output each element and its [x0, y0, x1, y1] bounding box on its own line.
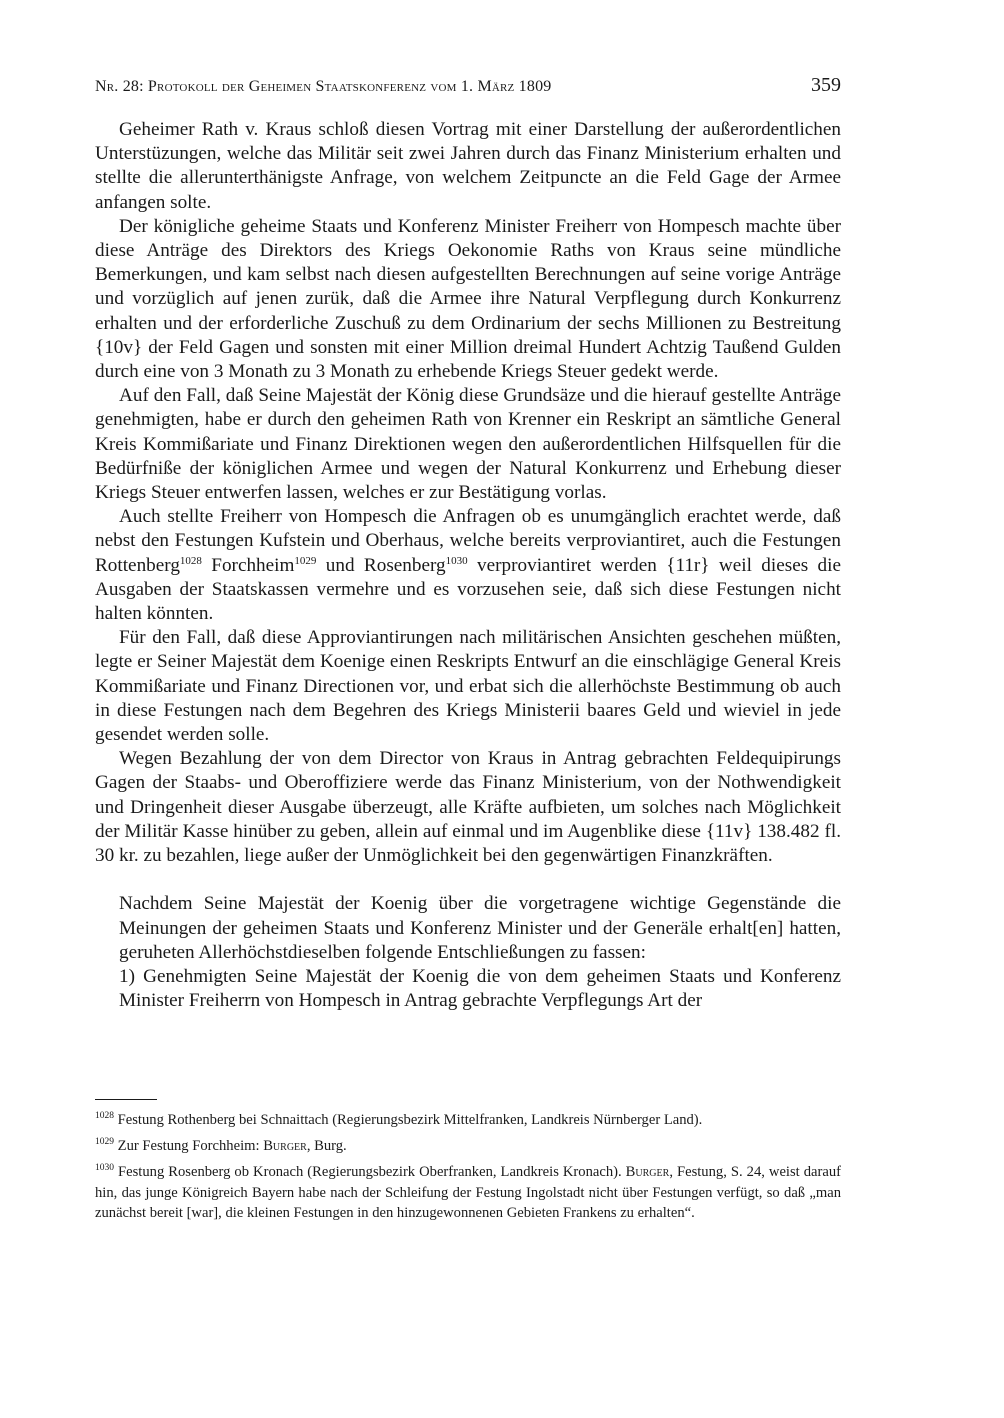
footnote-number: 1030 — [95, 1163, 114, 1174]
footnote-divider — [95, 1099, 157, 1100]
text-run: verproviantiret werden {11r} weil dieses die Ausgaben der Staatskassen vermehre und es vorzusehen seie, daß sich diese Festungen nicht halten könnten. — [95, 554, 841, 625]
paragraph-kraus-report: Geheimer Rath v. Kraus schloß diesen Vortrag mit einer Darstellung der außerordentlichen Unterstüzungen, welche das Militär seit zwei Jahren durch das Finanz Ministerium erhalten und stellte die allerunterthänigste Anfrage, von welchem Zeitpuncte an die Feld Gage der Armee anfangen solte. — [95, 119, 841, 213]
paragraph-equipment-wages: Wegen Bezahlung der von dem Director von Kraus in Antrag gebrachten Feldequipirungs Gagen der Staabs- und Oberoffiziere werde das Finanz Ministerium, von der Nothwendigkeit und Dringenheit dieser Ausgabe überzeugt, alle Kräfte aufbieten, um solches nach Möglichkeit der Militär Kasse hinüber zu geben, allein auf einmal und im Augenblike diese {11v} 138.482 fl. 30 kr. zu bezahlen, liege außer der Unmöglichkeit bei den gegenwärtigen Finanzkräften. — [95, 748, 841, 867]
footnote-text: Festung Rosenberg ob Kronach (Regierungsbezirk Oberfranken, Landkreis Kronach). — [118, 1164, 626, 1181]
author-name: Burger — [263, 1138, 307, 1155]
paragraph-hompesch-remarks: Der königliche geheime Staats und Konferenz Minister Freiherr von Hompesch machte über diese Anträge des Direktors des Kriegs Oekonomie Raths von Kraus seine mündliche Bemerkungen, und kam selbst nach diesen aufgestellten Berechnungen auf seine vorige Anträge und vorzüglich auf jenen zurük, daß die Armee ihre Natural Verpflegung durch Konkurrenz erhalten und der erforderliche Zuschuß zu dem Ordinarium der sechs Millionen zu Bestreitung {10v} der Feld Gagen und sonsten mit einer Million dreimal Hundert Achtzig Taußend Gulden durch eine von 3 Monath zu 3 Monath zu erhebende Kriegs Steuer gedekt werde. — [95, 215, 841, 383]
footnote-text: Festung Rothenberg bei Schnaittach (Regierungsbezirk Mittelfranken, Landkreis Nürnberger Land). — [117, 1112, 703, 1128]
footnote-1030 — [95, 1162, 841, 1223]
footnote-1029 — [95, 1136, 841, 1156]
footnote-number: 1028 — [95, 1111, 114, 1121]
footnote-text: Zur Festung Forchheim: — [117, 1138, 264, 1155]
paragraph-provisioning: Für den Fall, daß diese Approviantirungen nach militärischen Ansichten geschehen müßten, legte er Seiner Majestät dem Koenige einen Reskripts Entwurf an die einschlägige General Kreis Kommißariate und Finanz Directionen vor, und erbat sich die allerhöchste Bestimmung ob auch in diese Festungen nach dem Begehren des Kriegs Ministerii baares Geld und wieviel in jede gesendet werden solle. — [95, 627, 841, 746]
text-run: Auch stellte Freiherr von Hompesch die Anfragen ob es unumgänglich erachtet werde, daß nebst den Festungen Kufstein und Oberhaus, welche bereits verproviantiret, auch die Festungen Rottenberg — [95, 506, 841, 576]
footnote-number: 1029 — [95, 1137, 114, 1148]
footnote-text: , Burg. — [306, 1138, 347, 1155]
footnote-ref-1030[interactable]: 1030 — [445, 554, 468, 567]
text-run: Forchheim — [201, 554, 295, 576]
paragraph-fortresses — [95, 505, 841, 626]
page-number: 359 — [811, 74, 841, 96]
paragraph-rescript: Auf den Fall, daß Seine Majestät der König diese Grundsäze und die hierauf gestellte Anträge genehmigten, habe er durch den geheimen Rath von Krenner ein Reskript an sämtliche General Kreis Kommißariate und Finanz Direktionen wegen den außerordentlichen Hilfsquellen für die Bedürfniße der königlichen Armee und wegen der Natural Konkurrenz und Erhebung dieser Kriegs Steuer entwerfen lassen, welches er zur Bestätigung vorlas. — [95, 385, 841, 504]
running-title: Nr. 28: Protokoll der Geheimen Staatskonferenz vom 1. März 1809 — [95, 78, 552, 95]
footnotes — [95, 1110, 841, 1229]
footnote-1028 — [95, 1110, 841, 1130]
footnote-text: , Festung, S. 24, weist darauf hin, das junge Königreich Bayern habe nach der Schleifung der Festung Ingolstadt nicht über Festungen verfügt, so daß „man zunächst bereit [war], die kleinen Festungen in den hinzugewonnenen Gebieten Frankens zu erhalten“. — [95, 1164, 841, 1221]
resolution-block — [119, 892, 841, 1013]
footnote-ref-1028[interactable]: 1028 — [179, 554, 202, 567]
text-run: und Rosenberg — [316, 554, 446, 576]
footnote-ref-1029[interactable]: 1029 — [294, 554, 317, 567]
running-head — [95, 74, 841, 102]
body-text — [95, 118, 841, 1013]
paragraph-resolution-1: 1) Genehmigten Seine Majestät der Koenig die von dem geheimen Staats und Konferenz Minister Freiherrn von Hompesch in Antrag gebrachte Verpflegungs Art der — [119, 965, 841, 1012]
author-name: Burger — [625, 1164, 670, 1181]
paragraph-resolution-intro: Nachdem Seine Majestät der Koenig über die vorgetragene wichtige Gegenstände die Meinungen der geheimen Staats und Konferenz Minister und der Generäle erhalt[en] hatten, geruheten Allerhöchstdieselben folgende Entschließungen zu fassen: — [119, 893, 841, 963]
